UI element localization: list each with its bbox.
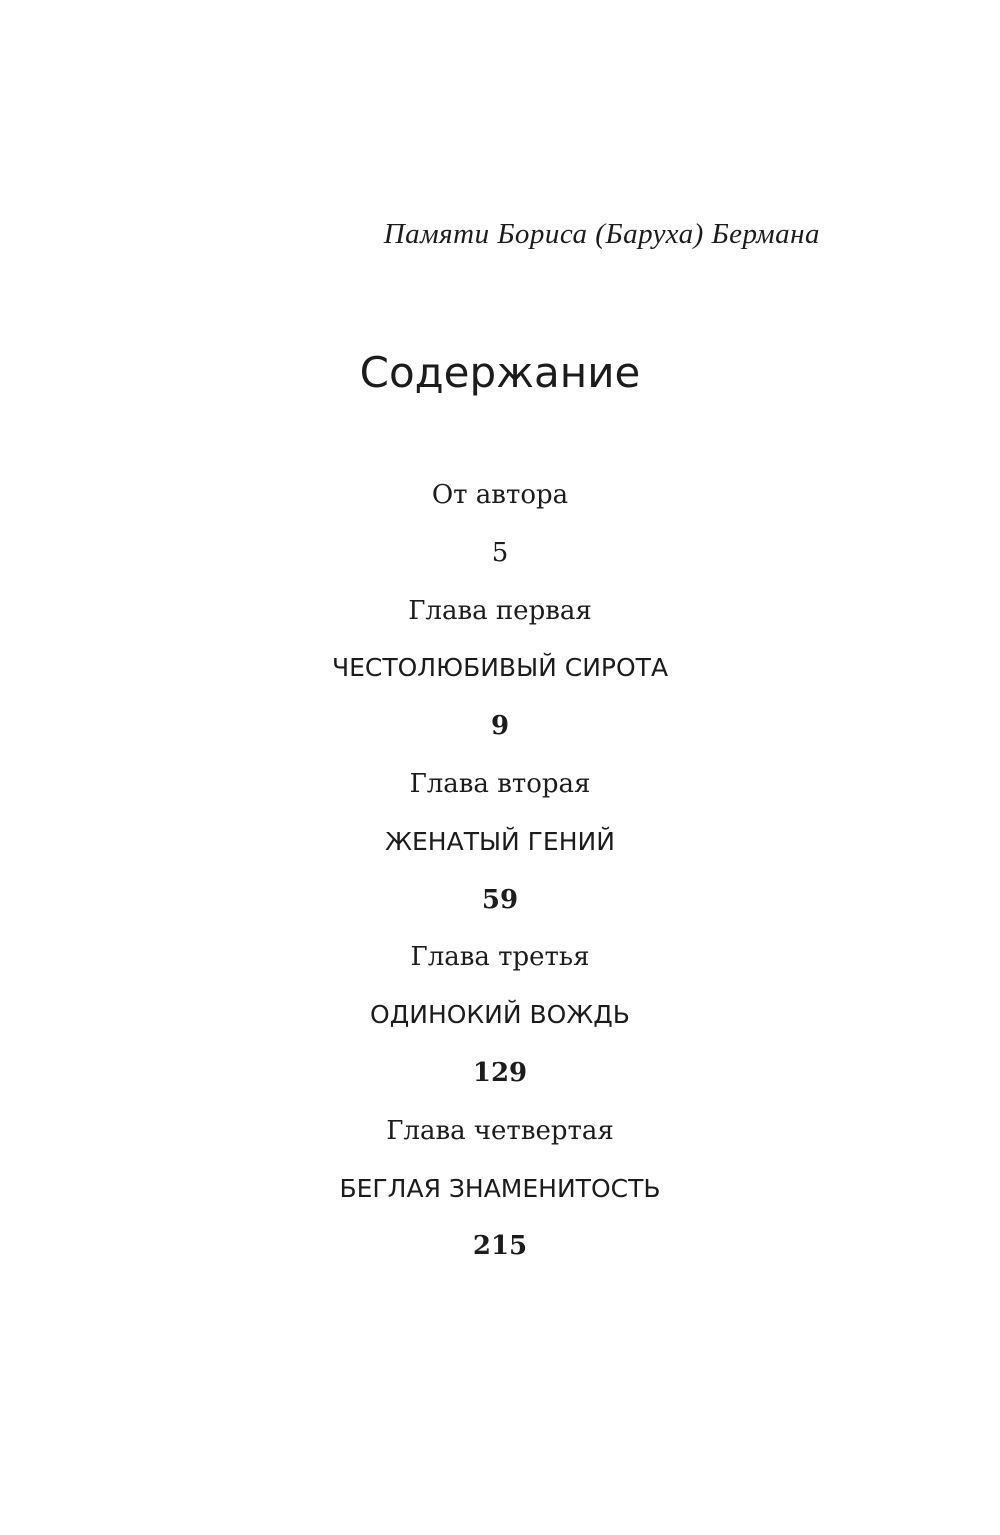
- dedication: Памяти Бориса (Баруха) Бермана: [383, 218, 820, 250]
- toc-entry-page: 129: [472, 1057, 528, 1088]
- toc-entry-title: ЖЕНАТЫЙ ГЕНИЙ: [385, 826, 615, 856]
- toc-title: Содержание: [359, 348, 641, 397]
- toc-entry-label: От автора: [431, 480, 569, 510]
- toc-entry-page: 59: [481, 884, 519, 915]
- toc-entry-label: Глава третья: [410, 942, 590, 973]
- toc-entry-title: ЧЕСТОЛЮБИВЫЙ СИРОТА: [331, 653, 669, 683]
- toc-entry-page: 215: [472, 1231, 528, 1262]
- toc-entry-label: Глава первая: [408, 595, 592, 626]
- toc-entry-title: ОДИНОКИЙ ВОЖДЬ: [370, 1000, 630, 1030]
- toc-entry-label: Глава вторая: [409, 768, 591, 799]
- toc-entry-label: Глава четвертая: [386, 1115, 614, 1146]
- toc-entry-title: БЕГЛАЯ ЗНАМЕНИТОСТЬ: [339, 1173, 661, 1203]
- toc-entry-page: 5: [491, 537, 509, 568]
- toc-entry-page: 9: [490, 711, 510, 742]
- table-of-contents: [0, 476, 1000, 1285]
